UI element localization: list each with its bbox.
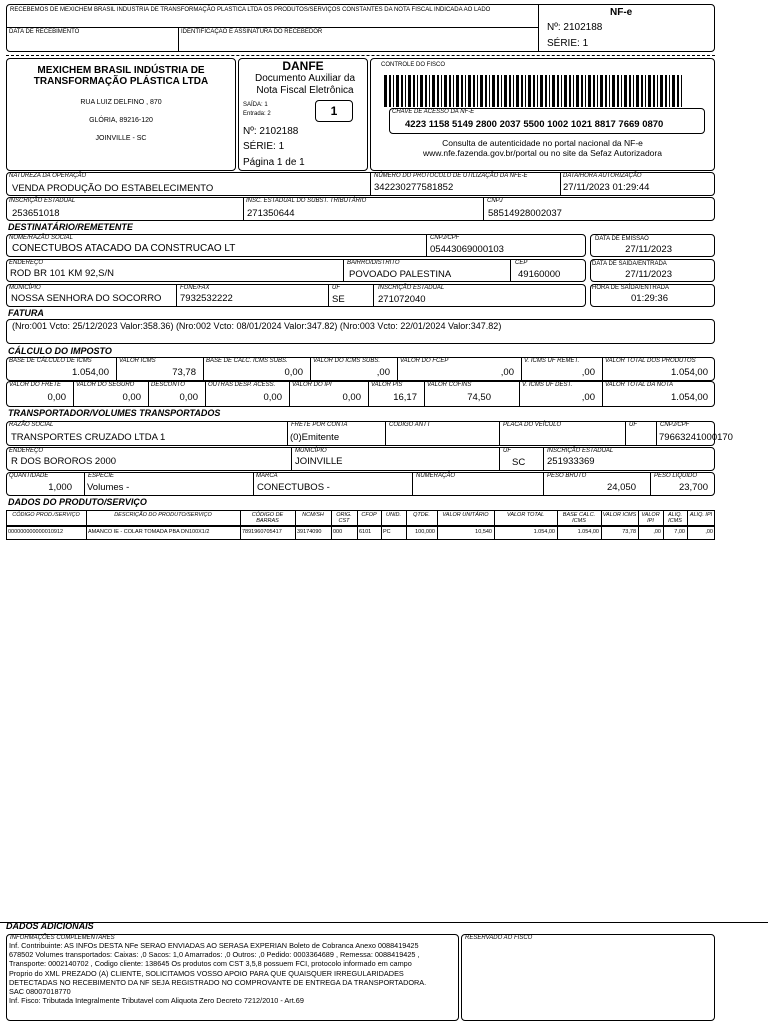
destinatario-section: DESTINATÁRIO/REMETENTE xyxy=(8,222,133,232)
barcode-bar xyxy=(501,75,502,107)
dest-municipio-label: MUNICÍPIO xyxy=(9,285,41,291)
canhoto-nfe: NF-e xyxy=(610,7,633,18)
produtos-header: BASE CALC. ICMS xyxy=(562,512,596,524)
barcode-bar xyxy=(573,75,574,107)
danfe-serie: SÉRIE: 1 xyxy=(243,141,285,152)
reservado-box xyxy=(461,934,715,1021)
transp-endereco-label: ENDEREÇO xyxy=(9,448,44,454)
info-line: Inf. Fisco: Tributada Integralmente Tributavel com Aliquota Zero Decreto 7212/2010 - Art.69 xyxy=(9,996,304,1006)
dest-municipio: NOSSA SENHORA DO SOCORRO xyxy=(11,293,162,304)
barcode-bar xyxy=(669,75,670,107)
iest-label: INSC. ESTADUAL DO SUBST. TRIBUTÁRIO xyxy=(246,198,367,204)
imposto-value: 0,00 xyxy=(47,392,66,403)
imposto-row1-divider xyxy=(203,357,204,381)
imposto-value: ,00 xyxy=(581,367,595,378)
data-recebimento-label: DATA DE RECEBIMENTO xyxy=(9,29,80,35)
dest-endereco: ROD BR 101 KM 92,S/N xyxy=(10,268,115,279)
canhoto-serie: SÉRIE: 1 xyxy=(547,38,589,49)
imposto-label: VALOR DO FCEP xyxy=(400,358,449,364)
imposto-value: 1.054,00 xyxy=(72,367,109,378)
produtos-cell: ,00 xyxy=(705,529,713,535)
danfe-sub2: Nota Fiscal Eletrônica xyxy=(256,85,354,96)
produtos-cell: 7891960705417 xyxy=(242,529,282,535)
transp-frete-label: FRETE POR CONTA xyxy=(291,422,348,428)
ie-label: INSCRIÇÃO ESTADUAL xyxy=(9,198,76,204)
transp-liquido: 23,700 xyxy=(678,482,708,493)
fatura-text: (Nro:001 Vcto: 25/12/2023 Valor:358.36) (Nro:002 Vcto: 08/01/2024 Valor:347.82) (Nro:003 Vcto: 22/01/2024 Valor:347.82) xyxy=(12,321,502,331)
imposto-row2-divider xyxy=(602,381,603,407)
imposto-label: VALOR DO IPI xyxy=(292,382,332,388)
transp-ie: 251933369 xyxy=(547,456,595,467)
barcode-bar xyxy=(645,75,646,107)
canhoto-recebemos: RECEBEMOS DE MEXICHEM BRASIL INDUSTRIA DE TRANSFORMAÇÃO PLASTICA LTDA OS PRODUTOS/SERVIÇOS CONSTANTES DA NOTA FISCAL INDICADA AO LADO xyxy=(10,7,491,13)
produtos-header: DESCRIÇÃO DO PRODUTO/SERVIÇO xyxy=(114,512,212,518)
imposto-label: BASE DE CÁLCULO DE ICMS xyxy=(9,358,92,364)
imposto-label: VALOR DO ICMS SUBS. xyxy=(313,358,381,364)
barcode-bar xyxy=(588,75,591,107)
transp-marca: CONECTUBOS - xyxy=(257,482,330,493)
produtos-cell: 100,000 xyxy=(415,529,435,535)
imposto-row1-divider xyxy=(397,357,398,381)
barcode-bar xyxy=(465,75,466,107)
barcode-bar xyxy=(564,75,567,107)
consulta-2: www.nfe.fazenda.gov.br/portal ou no site da Sefaz Autorizadora xyxy=(423,148,662,158)
transp-bruto-label: PESO BRUTO xyxy=(547,473,587,479)
produtos-header: ALIQ. IPI xyxy=(689,512,713,518)
produtos-cell: 39174090 xyxy=(297,529,322,535)
emitente-nome-2: TRANSFORMAÇÃO PLÁSTICA LTDA xyxy=(33,76,209,87)
imposto-value: ,00 xyxy=(581,392,595,403)
transp-numeracao-label: NUMERAÇÃO xyxy=(416,473,456,479)
dest-cnpj: 05443069000103 xyxy=(430,244,504,255)
cnpj-value: 58514928002037 xyxy=(488,208,562,219)
imposto-row2-divider xyxy=(205,381,206,407)
barcode-bar xyxy=(413,75,415,107)
protocolo-value: 342230277581852 xyxy=(374,182,454,193)
data-aut-value: 27/11/2023 01:29:44 xyxy=(563,182,650,193)
produtos-cell: PC xyxy=(383,529,391,535)
produtos-header: VALOR UNITÁRIO xyxy=(442,512,489,518)
barcode-bar xyxy=(624,75,627,107)
produtos-header: NCM/SH xyxy=(302,512,324,518)
imposto-label: V. ICMS UF REMET. xyxy=(524,358,580,364)
info-label: INFORMAÇÕES COMPLEMENTARES xyxy=(10,935,115,941)
transp-endereco: R DOS BOROROS 2000 xyxy=(11,456,117,467)
produtos-cell: 1.054,00 xyxy=(577,529,599,535)
barcode-bar xyxy=(525,75,526,107)
imposto-row2-divider xyxy=(368,381,369,407)
imposto-value: 0,00 xyxy=(342,392,361,403)
barcode-bar xyxy=(593,75,595,107)
barcode-bar xyxy=(461,75,463,107)
imposto-row2-divider xyxy=(289,381,290,407)
imposto-value: 0,00 xyxy=(263,392,282,403)
transp-placa-label: PLACA DO VEÍCULO xyxy=(503,422,562,428)
transp-ie-label: INSCRIÇÃO ESTADUAL xyxy=(547,448,614,454)
danfe-sub1: Documento Auxiliar da xyxy=(254,73,356,84)
imposto-label: VALOR DO SEGURO xyxy=(76,382,135,388)
imposto-section: CÁLCULO DO IMPOSTO xyxy=(8,346,112,356)
natureza-label: NATUREZA DA OPERAÇÃO xyxy=(9,173,87,179)
imposto-value: ,00 xyxy=(500,367,514,378)
imposto-value: 73,78 xyxy=(172,367,196,378)
transp-uf2: SC xyxy=(512,457,526,468)
imposto-row1-divider xyxy=(116,357,117,381)
produtos-header: VALOR ICMS xyxy=(602,512,637,518)
imposto-value: 0,00 xyxy=(122,392,141,403)
barcode-bar xyxy=(497,75,499,107)
barcode-bar xyxy=(513,75,514,107)
barcode-bar xyxy=(653,75,655,107)
produtos-header: ORIG. CST xyxy=(336,512,352,524)
dest-cep-label: CEP xyxy=(515,260,528,266)
dest-fone: 7932532222 xyxy=(180,293,233,304)
reservado-label: RESERVADO AO FISCO xyxy=(465,935,533,941)
barcode-bar xyxy=(528,75,531,107)
transp-cnpj: 79663241000170 xyxy=(659,432,733,443)
transp-qtd: 1,000 xyxy=(48,482,72,493)
transp-razao-label: RAZÃO SOCIAL xyxy=(9,422,54,428)
produtos-cell: 7,00 xyxy=(674,529,685,535)
produtos-cell: 1.054,00 xyxy=(533,529,555,535)
transp-municipio-label: MUNICÍPIO xyxy=(295,448,327,454)
cnpj-label: CNPJ xyxy=(487,198,503,204)
produtos-header: QTDE. xyxy=(413,512,430,518)
produtos-header: CFOP xyxy=(361,512,377,518)
imposto-value: 74,50 xyxy=(467,392,491,403)
dest-uf: SE xyxy=(332,294,345,305)
iest-value: 271350644 xyxy=(247,208,295,219)
barcode-bar xyxy=(405,75,406,107)
danfe-title: DANFE xyxy=(282,59,324,73)
dest-bairro: POVOADO PALESTINA xyxy=(349,269,452,280)
transp-cnpj-label: CNPJ/CPF xyxy=(660,422,690,428)
imposto-row2-divider xyxy=(148,381,149,407)
dest-cep: 49160000 xyxy=(518,269,561,280)
dest-ie-label: INSCRIÇÃO ESTADUAL xyxy=(378,285,445,291)
chave-value: 4223 1158 5149 2800 2037 5500 1002 1021 8817 7669 0870 xyxy=(405,119,664,130)
barcode-bar xyxy=(537,75,538,107)
produtos-header: UNID. xyxy=(386,512,401,518)
imposto-row1-divider xyxy=(521,357,522,381)
dest-emissao-label: DATA DE EMISSÃO xyxy=(595,236,649,242)
produtos-header: CÓDIGO DE BARRAS xyxy=(251,512,284,524)
barcode-bar xyxy=(384,75,387,107)
transp-frete: (0)Emitente xyxy=(290,432,340,443)
emitente-cidade: JOINVILLE - SC xyxy=(95,135,147,142)
dest-hora: 01:29:36 xyxy=(631,293,668,304)
danfe-numero: Nº: 2102188 xyxy=(243,126,299,137)
imposto-row1-divider xyxy=(602,357,603,381)
info-line: DETECTADAS NO RECEBIMENTO DA NF SEJA REGISTRADO NO COMPROVANTE DE ENTREGA DA TRANSPORTADORA. xyxy=(9,977,427,987)
barcode-bar xyxy=(401,75,403,107)
barcode-bar xyxy=(509,75,511,107)
dest-saida: 27/11/2023 xyxy=(625,269,672,280)
produtos-cell: 10,540 xyxy=(475,529,492,535)
barcode-bar xyxy=(672,75,675,107)
dest-cnpj-label: CNPJ/CPF xyxy=(430,235,460,241)
imposto-row1-divider xyxy=(310,357,311,381)
info-line: Transporte: 0002140702 , Codigo cliente: 138645 Os produtos com CST 3,5,8 possuem FCI, protocolo informado em campo xyxy=(9,959,412,969)
barcode-bar xyxy=(456,75,459,107)
barcode-bar xyxy=(569,75,571,107)
produtos-header: CÓDIGO PROD./SERVIÇO xyxy=(12,512,80,518)
imposto-label: OUTRAS DESP. ACESS. xyxy=(208,382,276,388)
barcode-bar xyxy=(473,75,475,107)
barcode-bar xyxy=(477,75,478,107)
transp-uf-label: UF xyxy=(629,422,637,428)
produtos-cell: 6101 xyxy=(359,529,372,535)
imposto-label: VALOR DO FRETE xyxy=(9,382,62,388)
barcode-bar xyxy=(489,75,490,107)
barcode-bar xyxy=(612,75,615,107)
dest-bairro-label: BAIRRO/DISTRITO xyxy=(347,260,400,266)
barcode-bar xyxy=(581,75,583,107)
barcode-bar xyxy=(504,75,507,107)
barcode-bar xyxy=(516,75,519,107)
fatura-section: FATURA xyxy=(8,308,44,318)
dest-hora-label: HORA DE SAÍDA/ENTRADA xyxy=(592,285,670,291)
transp-municipio: JOINVILLE xyxy=(295,456,343,467)
transp-especie-label: ESPECIE xyxy=(88,473,115,479)
barcode-bar xyxy=(441,75,442,107)
dest-fone-label: FONE/FAX xyxy=(180,285,210,291)
transp-razao: TRANSPORTES CRUZADO LTDA 1 xyxy=(11,432,166,443)
adicionais-section: DADOS ADICIONAIS xyxy=(6,921,94,931)
imposto-label: VALOR TOTAL DOS PRODUTOS xyxy=(605,358,696,364)
barcode xyxy=(384,75,690,107)
imposto-label: VALOR COFINS xyxy=(427,382,472,388)
info-line: Inf. Contribuinte: AS INFOs DESTA NFe SERAO ENVIADAS AO SERASA EXPERIAN Boleto de Cobranca Anexo 0088419425 xyxy=(9,941,419,950)
produtos-header: VALOR IPI xyxy=(641,512,660,524)
produtos-cell: 73,78 xyxy=(622,529,636,535)
transp-bruto: 24,050 xyxy=(606,482,636,493)
barcode-bar xyxy=(408,75,411,107)
data-aut-label: DATA/HORA AUTORIZAÇÃO xyxy=(563,173,642,179)
barcode-bar xyxy=(425,75,427,107)
barcode-bar xyxy=(576,75,579,107)
dest-ie: 271072040 xyxy=(378,294,426,305)
barcode-bar xyxy=(437,75,439,107)
barcode-bar xyxy=(557,75,559,107)
barcode-bar xyxy=(609,75,610,107)
produtos-cell: 000000000000010912 xyxy=(8,529,64,535)
barcode-bar xyxy=(665,75,667,107)
barcode-bar xyxy=(621,75,622,107)
transp-liquido-label: PESO LIQUIDO xyxy=(654,473,698,479)
barcode-bar xyxy=(648,75,651,107)
consulta-1: Consulta de autenticidade no portal nacional da NF-e xyxy=(442,138,643,148)
dest-endereco-label: ENDEREÇO xyxy=(9,260,44,266)
imposto-label: BASE DE CALC. ICMS SUBS. xyxy=(206,358,288,364)
transp-antt-label: CODIGO ANTT xyxy=(389,422,431,428)
canhoto-numero: Nº: 2102188 xyxy=(547,22,603,33)
imposto-label: VALOR TOTAL DA NOTA xyxy=(605,382,674,388)
imposto-value: 1.054,00 xyxy=(671,367,708,378)
info-line: Proprio do XML PREZADO (A) CLIENTE, SOLICITAMOS VOSSO APOIO PARA QUE QUAISQUER IRREGULARIDADES xyxy=(9,968,404,978)
barcode-bar xyxy=(389,75,391,107)
barcode-bar xyxy=(585,75,586,107)
barcode-bar xyxy=(432,75,435,107)
produtos-header: VALOR TOTAL xyxy=(506,512,545,518)
barcode-bar xyxy=(677,75,679,107)
barcode-bar xyxy=(453,75,454,107)
barcode-bar xyxy=(641,75,643,107)
dest-nome: CONECTUBOS ATACADO DA CONSTRUCAO LT xyxy=(12,243,236,254)
barcode-bar xyxy=(492,75,495,107)
produtos-cell: 000 xyxy=(333,529,343,535)
barcode-bar xyxy=(549,75,550,107)
imposto-label: VALOR ICMS xyxy=(119,358,156,364)
barcode-bar xyxy=(393,75,394,107)
imposto-row2-divider xyxy=(424,381,425,407)
info-line: SAC 08007018770 xyxy=(9,987,71,996)
barcode-bar xyxy=(629,75,631,107)
imposto-row2-divider xyxy=(519,381,520,407)
imposto-value: 16,17 xyxy=(393,392,417,403)
barcode-bar xyxy=(552,75,555,107)
emitente-endereco: RUA LUIZ DELFINO , 870 xyxy=(80,99,162,106)
barcode-bar xyxy=(468,75,471,107)
imposto-value: 0,00 xyxy=(284,367,303,378)
protocolo-label: NÚMERO DO PROTOCOLO DE UTILIZAÇÃO DA NFE-E xyxy=(374,173,528,179)
barcode-bar xyxy=(429,75,430,107)
barcode-bar xyxy=(485,75,487,107)
imposto-value: ,00 xyxy=(376,367,390,378)
imposto-value: 0,00 xyxy=(179,392,198,403)
dest-saida-label: DATA DE SAÍDA/ENTRADA xyxy=(592,261,667,267)
imposto-row2-divider xyxy=(73,381,74,407)
barcode-bar xyxy=(600,75,603,107)
imposto-label: V. ICMS UF DEST. xyxy=(522,382,573,388)
produtos-section: DADOS DO PRODUTO/SERVIÇO xyxy=(8,497,147,507)
produtos-header: ALIQ. ICMS xyxy=(667,512,683,524)
barcode-bar xyxy=(657,75,658,107)
barcode-bar xyxy=(597,75,598,107)
barcode-bar xyxy=(480,75,483,107)
barcode-bar xyxy=(660,75,663,107)
emitente-nome-1: MEXICHEM BRASIL INDÚSTRIA DE xyxy=(37,65,205,76)
barcode-bar xyxy=(681,75,682,107)
danfe-saida: SAÍDA: 1 xyxy=(243,102,268,108)
imposto-label: DESCONTO xyxy=(151,382,185,388)
produtos-cell: AMANCO IE - COLAR TOMADA PBA DN100X1/2 xyxy=(88,529,210,535)
barcode-bar xyxy=(396,75,399,107)
danfe-pagina: Página 1 de 1 xyxy=(243,157,305,168)
emitente-bairro: GLÓRIA, 89216-120 xyxy=(89,117,153,124)
barcode-bar xyxy=(617,75,619,107)
barcode-bar xyxy=(533,75,535,107)
barcode-bar xyxy=(545,75,547,107)
identificacao-label: IDENTIFICAÇÃO E ASSINATURA DO RECEBEDOR xyxy=(181,29,323,35)
barcode-bar xyxy=(444,75,447,107)
info-line: 678502 Volumes transportados: Caixas: ,0 Sacos: 1,0 Amarrados: ,0 Outros: ,0 Pedido: 0003364689 , Remessa: 0088419425 , xyxy=(9,950,420,960)
danfe-entrada: Entrada: 2 xyxy=(243,111,271,117)
dest-uf-label: UF xyxy=(332,285,340,291)
transp-uf2-label: UF xyxy=(503,448,511,454)
imposto-label: VALOR PIS xyxy=(371,382,403,388)
danfe-tipo: 1 xyxy=(315,100,353,122)
barcode-bar xyxy=(417,75,418,107)
transp-marca-label: MARCA xyxy=(256,473,278,479)
barcode-bar xyxy=(540,75,543,107)
dest-nome-label: NOME/RAZÃO SOCIAL xyxy=(9,235,74,241)
barcode-bar xyxy=(636,75,639,107)
ie-value: 253651018 xyxy=(12,208,60,219)
barcode-bar xyxy=(605,75,607,107)
barcode-bar xyxy=(561,75,562,107)
transp-qtd-label: QUANTIDADE xyxy=(9,473,49,479)
barcode-bar xyxy=(420,75,423,107)
transportador-section: TRANSPORTADOR/VOLUMES TRANSPORTADOS xyxy=(8,408,221,418)
chave-label: CHAVE DE ACESSO DA NF-E xyxy=(392,109,475,115)
barcode-bar xyxy=(521,75,523,107)
transp-especie: Volumes - xyxy=(87,482,130,493)
dest-emissao: 27/11/2023 xyxy=(625,244,672,255)
produtos-cell: ,00 xyxy=(653,529,661,535)
natureza-value: VENDA PRODUÇÃO DO ESTABELECIMENTO xyxy=(12,183,214,194)
barcode-bar xyxy=(633,75,634,107)
imposto-value: 1.054,00 xyxy=(671,392,708,403)
controle-label: CONTROLE DO FISCO xyxy=(381,62,446,68)
barcode-bar xyxy=(449,75,451,107)
